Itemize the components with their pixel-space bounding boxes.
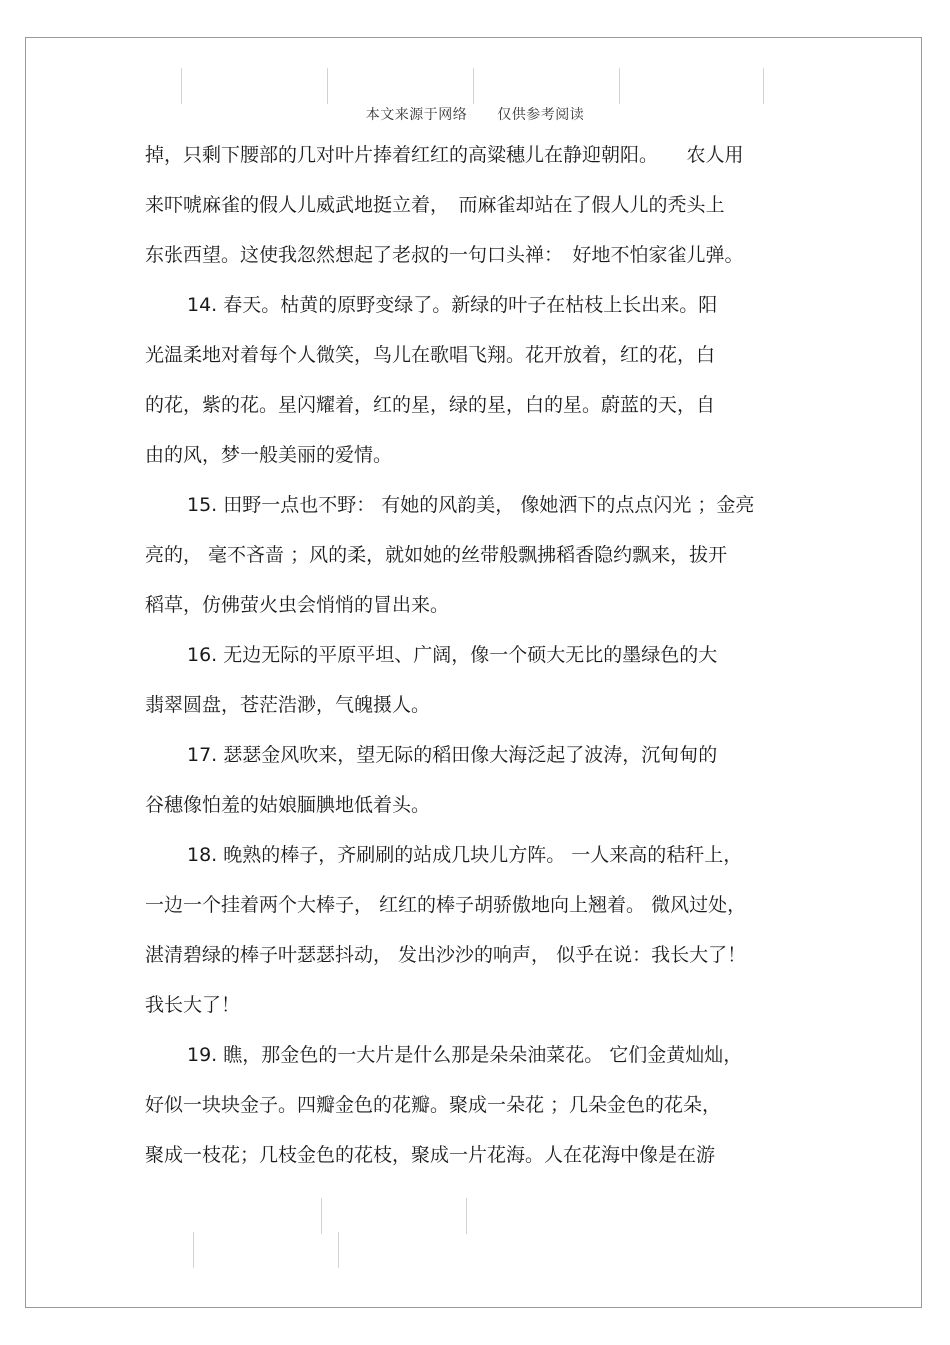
bottom-tick-mark bbox=[193, 1232, 194, 1268]
bottom-tick-mark bbox=[321, 1198, 322, 1234]
text-line: 18. 晚熟的棒子，齐刷刷的站成几块儿方阵。 一人来高的秸秆上， bbox=[187, 844, 743, 866]
text-line: 16. 无边无际的平原平坦、广阔，像一个硕大无比的墨绿色的大 bbox=[187, 644, 718, 666]
text-line: 17. 瑟瑟金风吹来，望无际的稻田像大海泛起了波涛，沉甸甸的 bbox=[187, 744, 718, 766]
paragraph bbox=[145, 280, 815, 480]
text-line: 由的风，梦一般美丽的爱情。 bbox=[145, 444, 393, 466]
text-line: 一边一个挂着两个大棒子， 红红的棒子胡骄傲地向上翘着。 微风过处， bbox=[145, 894, 747, 916]
bottom-tick-mark bbox=[466, 1198, 467, 1234]
text-line: 好似一块块金子。四瓣金色的花瓣。聚成一朵花 ；几朵金色的花朵， bbox=[145, 1094, 722, 1116]
top-tick-mark bbox=[619, 68, 620, 104]
text-line: 亮的， 毫不吝啬 ；风的柔，就如她的丝带般飘拂稻香隐约飘来，拔开 bbox=[145, 544, 728, 566]
paragraph bbox=[145, 1030, 815, 1180]
paragraph bbox=[145, 130, 815, 280]
header-source-text: 本文来源于网络 bbox=[365, 107, 468, 123]
top-tick-mark bbox=[327, 68, 328, 104]
text-line: 来吓唬麻雀的假人儿威武地挺立着， 而麻雀却站在了假人儿的秃头上 bbox=[145, 194, 725, 216]
header-reference-text: 仅供参考阅读 bbox=[497, 107, 585, 123]
text-line: 15. 田野一点也不野： 有她的风韵美， 像她洒下的点点闪光 ；金亮 bbox=[187, 494, 755, 516]
top-tick-mark bbox=[473, 68, 474, 104]
text-line: 的花，紫的花。星闪耀着，红的星，绿的星，白的星。蔚蓝的天，自 bbox=[145, 394, 716, 416]
text-line: 我长大了！ bbox=[145, 994, 241, 1016]
text-line: 14. 春天。枯黄的原野变绿了。新绿的叶子在枯枝上长出来。阳 bbox=[187, 294, 718, 316]
paragraph bbox=[145, 830, 815, 1030]
text-line: 湛清碧绿的棒子叶瑟瑟抖动， 发出沙沙的响声， 似乎在说：我长大了！ bbox=[145, 944, 747, 966]
text-line: 翡翠圆盘，苍茫浩渺，气魄摄人。 bbox=[145, 694, 431, 716]
paragraph bbox=[145, 480, 815, 630]
text-line: 东张西望。这使我忽然想起了老叔的一句口头禅： 好地不怕家雀儿弹。 bbox=[145, 244, 744, 266]
page-header bbox=[0, 104, 950, 124]
top-tick-mark bbox=[181, 68, 182, 104]
text-line: 谷穗像怕羞的姑娘腼腆地低着头。 bbox=[145, 794, 431, 816]
text-line: 聚成一枝花；几枝金色的花枝，聚成一片花海。人在花海中像是在游 bbox=[145, 1144, 716, 1166]
bottom-tick-mark bbox=[338, 1232, 339, 1268]
text-line: 稻草，仿佛萤火虫会悄悄的冒出来。 bbox=[145, 594, 450, 616]
paragraph bbox=[145, 730, 815, 830]
paragraph bbox=[145, 630, 815, 730]
document-body bbox=[145, 130, 815, 1180]
text-line: 光温柔地对着每个人微笑，鸟儿在歌唱飞翔。花开放着，红的花，白 bbox=[145, 344, 716, 366]
text-line: 19. 瞧，那金色的一大片是什么那是朵朵油菜花。 它们金黄灿灿， bbox=[187, 1044, 743, 1066]
top-tick-mark bbox=[763, 68, 764, 104]
text-line: 掉，只剩下腰部的几对叶片捧着红红的高粱穗儿在静迎朝阳。 农人用 bbox=[145, 144, 744, 166]
